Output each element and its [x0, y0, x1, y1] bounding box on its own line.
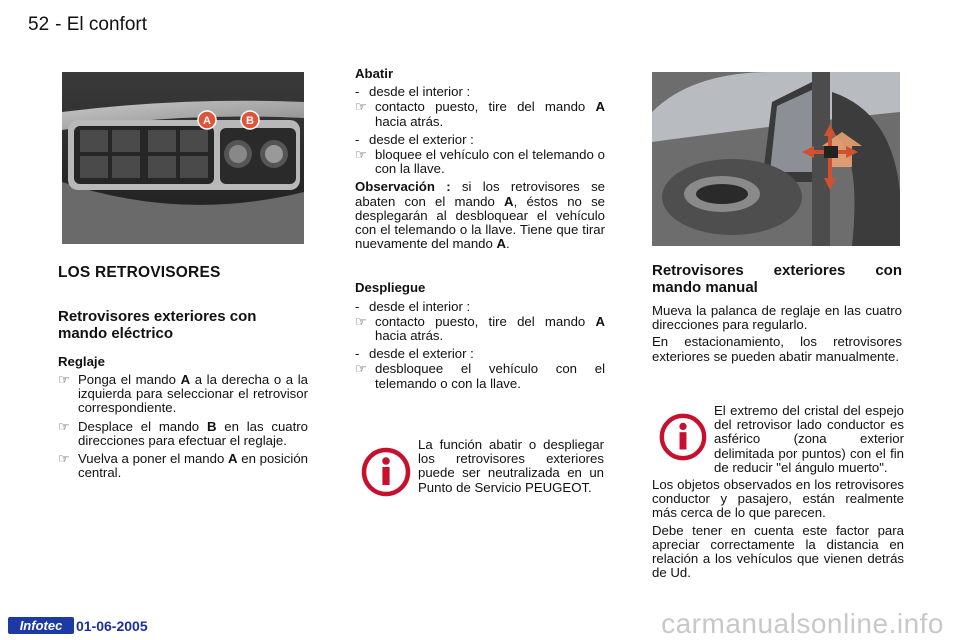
list-item	[58, 452, 308, 480]
icon-spacer	[652, 404, 714, 474]
item-text: en las cuatro direcciones para efectuar el reglaje.	[78, 418, 309, 448]
observation-paragraph	[355, 180, 605, 251]
paragraph: Mueva la palanca de reglaje en las cuatro direcciones para regularlo.	[652, 303, 902, 333]
list-item	[58, 373, 308, 416]
list-item	[355, 315, 605, 343]
control-key: A	[595, 313, 605, 329]
column-left	[58, 264, 308, 484]
dash-marker: -	[355, 84, 360, 100]
item-text: contacto puesto, tire del mando	[375, 313, 596, 329]
hand-bullet-icon: ☞	[58, 451, 70, 467]
reglaje-heading: Reglaje	[58, 354, 105, 369]
observation-text: , éstos no se desplegarán al desbloquear el vehículo con el telemando o la llave. Tiene que tirar nuevamente del mando	[355, 193, 605, 252]
manual-mirror-illustration	[652, 72, 900, 246]
observation-text: si los retrovisores se abaten con el mando	[355, 179, 605, 209]
list-item	[355, 362, 605, 390]
header-separator: -	[55, 14, 62, 35]
item-text: a la derecha o a la izquierda para seleccionar el retrovisor correspondiente.	[78, 372, 308, 416]
info-note-middle	[360, 438, 606, 518]
paragraph: En estacionamiento, los retrovisores exteriores se pueden abatir manualmente.	[652, 334, 902, 364]
watermark: carmanualsonline.info	[661, 608, 944, 639]
info-icon	[360, 446, 412, 498]
infotec-logo: Infotec	[8, 617, 74, 634]
list-item	[58, 420, 308, 448]
observation-label: Observación :	[355, 179, 451, 195]
list-item	[355, 133, 605, 147]
page-header	[28, 14, 147, 36]
item-text: contacto puesto, tire del mando	[375, 99, 596, 115]
column-right	[652, 262, 902, 367]
observation-text: .	[506, 236, 510, 252]
reglaje-list	[58, 373, 308, 480]
abatir-heading: Abatir	[355, 66, 394, 81]
control-key: A	[595, 99, 605, 115]
column-middle	[355, 67, 605, 395]
hand-bullet-icon: ☞	[58, 418, 70, 434]
door-switch-illustration	[62, 72, 304, 244]
badge-b-label: B	[246, 115, 254, 127]
item-text: desde el exterior :	[369, 131, 474, 147]
list-item	[355, 300, 605, 314]
info-note-text: La función abatir o despliegar los retrovisores exteriores puede ser neutralizada en un Punto de Servicio PEUGEOT.	[418, 437, 604, 495]
hand-bullet-icon: ☞	[355, 147, 367, 163]
hand-bullet-icon: ☞	[355, 99, 367, 115]
item-text: Desplace el mando	[78, 418, 207, 434]
list-item	[355, 85, 605, 99]
control-key: A	[496, 236, 507, 252]
dash-marker: -	[355, 131, 360, 147]
control-key: A	[180, 372, 191, 387]
list-item	[355, 347, 605, 361]
info-text: El extremo del cristal del espejo del retrovisor lado conductor es asférico (zona exterior delimitada por puntos) con el fin de reducir "el ángulo muerto".	[714, 403, 904, 475]
page-number: 52	[28, 14, 50, 35]
item-text: hacia atrás.	[375, 328, 444, 344]
info-note-body	[652, 404, 904, 583]
hand-bullet-icon: ☞	[58, 372, 70, 387]
item-text: Ponga el mando	[78, 372, 181, 387]
info-paragraph	[652, 404, 904, 475]
item-text: hacia atrás.	[375, 113, 444, 129]
dash-marker: -	[355, 346, 360, 362]
list-item	[355, 148, 605, 176]
manual-mirror-photo	[652, 72, 900, 246]
item-text: desde el interior :	[369, 298, 471, 314]
section-title: El confort	[66, 14, 148, 35]
electric-mirrors-heading: Retrovisores exteriores con mando eléctrico	[58, 308, 257, 342]
item-text: bloquee el vehículo con el telemando o con la llave.	[375, 147, 605, 177]
item-text: desbloquee el vehículo con el telemando o con la llave.	[375, 361, 605, 391]
section-heading: LOS RETROVISORES	[58, 264, 221, 281]
hand-bullet-icon: ☞	[355, 361, 367, 377]
item-text: Vuelva a poner el mando	[78, 451, 228, 467]
badge-a-label: A	[203, 115, 211, 127]
control-key: A	[228, 451, 238, 467]
door-switch-photo	[62, 72, 304, 244]
manual-mirrors-heading: Retrovisores exteriores con mando manual	[652, 262, 902, 296]
info-paragraph: Los objetos observados en los retrovisores conductor y pasajero, están realmente más cerca de lo que parecen.	[652, 477, 904, 521]
info-note-right	[652, 404, 904, 600]
dash-marker: -	[355, 298, 360, 314]
hand-bullet-icon: ☞	[355, 313, 367, 329]
footer-date: 01-06-2005	[76, 618, 148, 634]
list-item	[355, 100, 605, 128]
item-text: desde el interior :	[369, 84, 471, 100]
info-paragraph: Debe tener en cuenta este factor para apreciar correctamente la distancia en relación a los vehículos que vienen detrás de Ud.	[652, 522, 904, 581]
control-key: A	[504, 193, 514, 209]
control-key: B	[206, 418, 217, 434]
item-text: en posición central.	[78, 451, 308, 481]
despliegue-heading: Despliegue	[355, 280, 426, 296]
item-text: desde el exterior :	[369, 346, 474, 362]
